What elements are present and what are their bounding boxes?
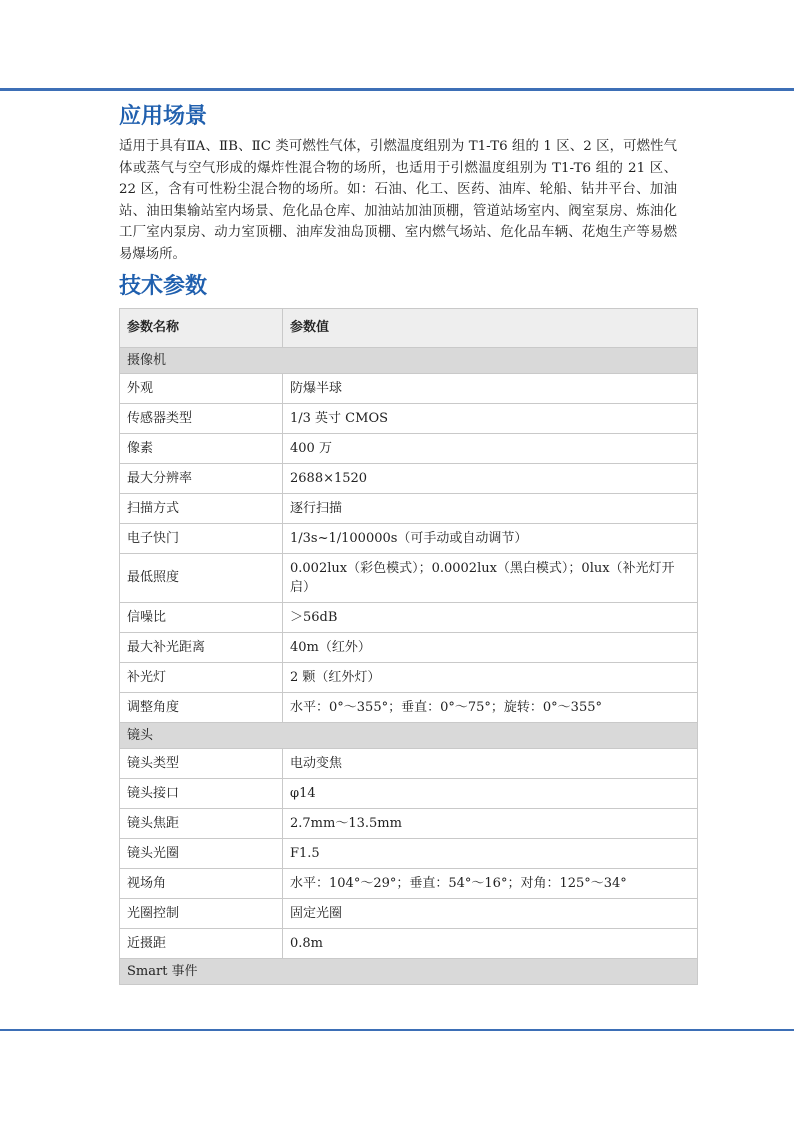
- footer-rule: [0, 1029, 794, 1031]
- param-value: 电动变焦: [283, 748, 698, 778]
- param-name: 近摄距: [120, 928, 283, 958]
- table-row: [120, 748, 698, 778]
- param-name: 镜头焦距: [120, 808, 283, 838]
- spec-table-body: [120, 347, 698, 984]
- section-label: Smart 事件: [120, 958, 698, 984]
- param-value: 0.8m: [283, 928, 698, 958]
- param-value: 防爆半球: [283, 373, 698, 403]
- table-row: [120, 898, 698, 928]
- param-name: 电子快门: [120, 523, 283, 553]
- param-value: 40m（红外）: [283, 632, 698, 662]
- param-name: 补光灯: [120, 662, 283, 692]
- table-row: [120, 868, 698, 898]
- param-name: 像素: [120, 433, 283, 463]
- param-value: 水平：0°～355°；垂直：0°～75°；旋转：0°～355°: [283, 692, 698, 722]
- param-value: 0.002lux（彩色模式）；0.0002lux（黑白模式）；0lux（补光灯开启）: [283, 553, 698, 602]
- param-value: F1.5: [283, 838, 698, 868]
- param-value: 1/3 英寸 CMOS: [283, 403, 698, 433]
- param-name: 光圈控制: [120, 898, 283, 928]
- table-row: [120, 433, 698, 463]
- param-name: 最大补光距离: [120, 632, 283, 662]
- param-value: 固定光圈: [283, 898, 698, 928]
- section-row-camera: [120, 347, 698, 373]
- param-value: φ14: [283, 778, 698, 808]
- section-label: 摄像机: [120, 347, 698, 373]
- param-name: 视场角: [120, 868, 283, 898]
- param-name: 外观: [120, 373, 283, 403]
- param-value: 1/3s~1/100000s（可手动或自动调节）: [283, 523, 698, 553]
- spec-table: [119, 308, 698, 985]
- table-row: [120, 928, 698, 958]
- params-heading: 技术参数: [119, 273, 208, 299]
- param-value: 2688×1520: [283, 463, 698, 493]
- table-row: [120, 403, 698, 433]
- param-name: 传感器类型: [120, 403, 283, 433]
- param-name: 镜头光圈: [120, 838, 283, 868]
- table-row: [120, 778, 698, 808]
- header-rule: [0, 88, 794, 91]
- table-row: [120, 523, 698, 553]
- table-row: [120, 662, 698, 692]
- section-row-lens: [120, 722, 698, 748]
- table-row: [120, 632, 698, 662]
- page-content: [119, 100, 677, 985]
- header-param-name: 参数名称: [120, 308, 283, 347]
- param-name: 调整角度: [120, 692, 283, 722]
- param-value: ＞56dB: [283, 602, 698, 632]
- table-row: [120, 692, 698, 722]
- param-value: 水平：104°～29°；垂直：54°～16°；对角：125°～34°: [283, 868, 698, 898]
- table-row: [120, 808, 698, 838]
- table-row: [120, 493, 698, 523]
- table-row: [120, 553, 698, 602]
- section-row-smart: [120, 958, 698, 984]
- param-value: 2.7mm～13.5mm: [283, 808, 698, 838]
- param-value: 400 万: [283, 433, 698, 463]
- table-row: [120, 463, 698, 493]
- param-name: 最大分辨率: [120, 463, 283, 493]
- param-name: 扫描方式: [120, 493, 283, 523]
- table-row: [120, 838, 698, 868]
- table-header-row: [120, 308, 698, 347]
- scenario-paragraph: 适用于具有ⅡA、ⅡB、ⅡC 类可燃性气体，引燃温度组别为 T1-T6 组的 1 区、2 区，可燃性气体或蒸气与空气形成的爆炸性混合物的场所，也适用于引燃温度组别为 T1-T6 组的 21 区、22 区，含有可性粉尘混合物的场所。如：石油、化工、医药、油库、轮船、钻井平台、加油站、油田集输站室内场景、危化品仓库、加油站加油顶棚，管道站场室内、阀室泵房、炼油化工厂室内泵房、动力室顶棚、油库发油岛顶棚、室内燃气场站、危化品车辆、花炮生产等易燃易爆场所。: [119, 139, 677, 262]
- param-name: 镜头类型: [120, 748, 283, 778]
- scenario-heading: 应用场景: [119, 104, 208, 129]
- table-row: [120, 373, 698, 403]
- section-label: 镜头: [120, 722, 698, 748]
- table-row: [120, 602, 698, 632]
- header-param-value: 参数值: [283, 308, 698, 347]
- param-name: 最低照度: [120, 553, 283, 602]
- param-value: 2 颗（红外灯）: [283, 662, 698, 692]
- param-name: 镜头接口: [120, 778, 283, 808]
- param-value: 逐行扫描: [283, 493, 698, 523]
- param-name: 信噪比: [120, 602, 283, 632]
